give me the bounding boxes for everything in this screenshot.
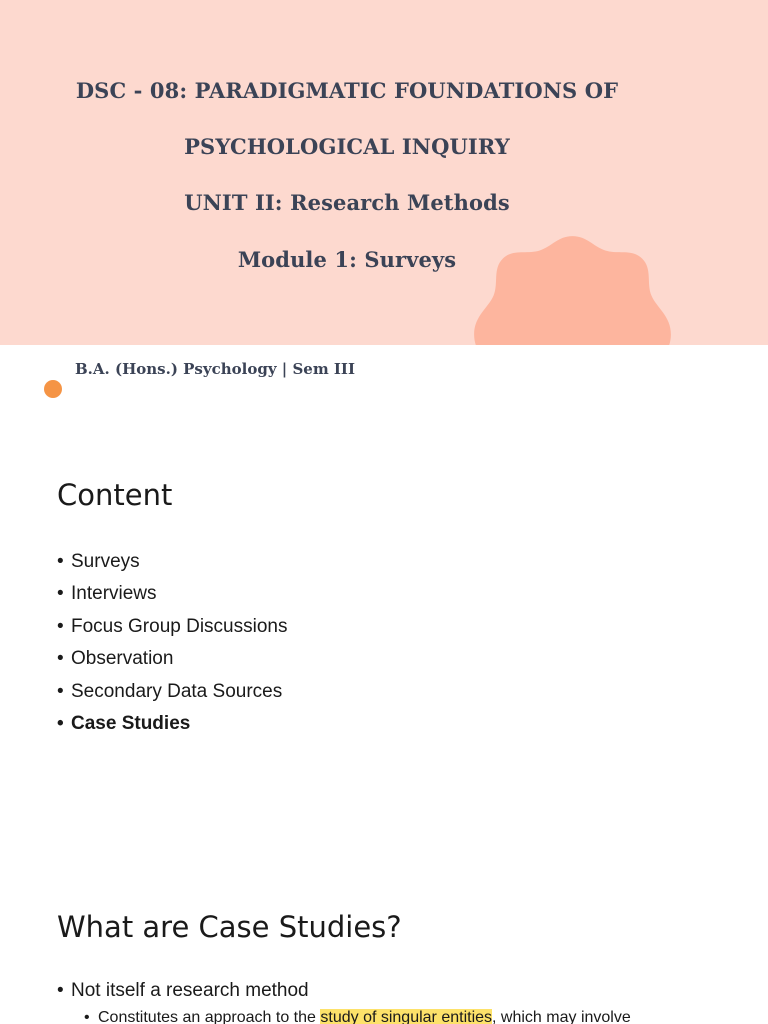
title-slide [0, 0, 768, 345]
list-item [57, 611, 287, 643]
bullet-icon: • [57, 615, 64, 637]
course-title-line-2: PSYCHOLOGICAL INQUIRY [184, 134, 510, 159]
list-item-current [57, 708, 287, 740]
list-item [57, 578, 287, 610]
bullet-icon: • [84, 1009, 90, 1024]
list-item-label: Observation [71, 648, 174, 670]
list-item [57, 643, 287, 675]
sub-bullet-suffix: , which may involve [492, 1009, 631, 1024]
highlighted-phrase: study of singular entities [320, 1009, 493, 1024]
decorative-dot [44, 380, 62, 398]
list-item [57, 676, 287, 708]
case-bullet-1 [57, 980, 309, 1002]
bullet-icon: • [57, 583, 64, 605]
bullet-icon: • [57, 680, 64, 702]
list-item-label: Case Studies [71, 713, 191, 735]
content-list [57, 546, 287, 740]
unit-title: UNIT II: Research Methods [184, 190, 510, 215]
sub-bullet-prefix: Constitutes an approach to the [98, 1009, 321, 1024]
case-bullet-1-text: Not itself a research method [71, 980, 309, 1001]
course-title-line-1: DSC - 08: PARADIGMATIC FOUNDATIONS OF [75, 78, 619, 103]
case-studies-heading: What are Case Studies? [57, 910, 402, 944]
list-item-label: Interviews [71, 583, 157, 605]
program-subtitle: B.A. (Hons.) Psychology | Sem III [75, 360, 355, 378]
list-item-label: Surveys [71, 551, 140, 572]
bullet-icon: • [57, 713, 64, 735]
content-heading: Content [57, 478, 173, 512]
bullet-icon: • [57, 551, 64, 572]
bullet-icon: • [57, 980, 64, 1001]
decorative-blob-shape [470, 232, 675, 345]
bullet-icon: • [57, 648, 64, 670]
module-title: Module 1: Surveys [237, 247, 457, 272]
list-item-label: Secondary Data Sources [71, 680, 283, 702]
case-sub-bullet [84, 1009, 631, 1024]
list-item-label: Focus Group Discussions [71, 615, 288, 637]
list-item [57, 546, 287, 578]
